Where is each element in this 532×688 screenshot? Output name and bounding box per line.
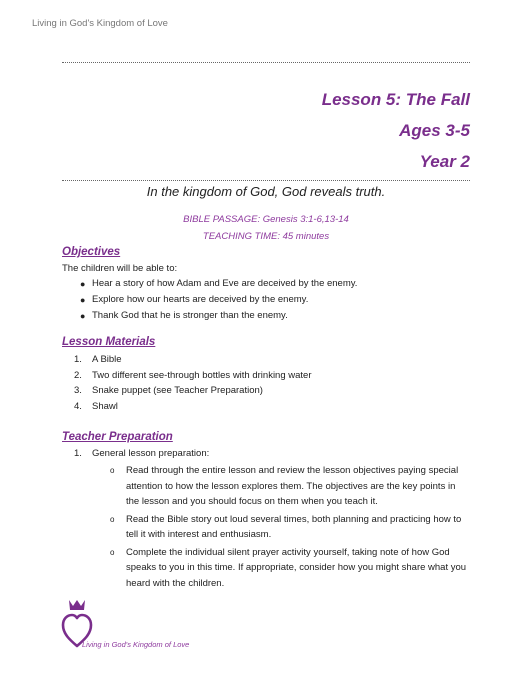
list-item: ● Thank God that he is stronger than the enemy. — [62, 308, 357, 324]
materials-heading: Lesson Materials — [62, 336, 156, 348]
objectives-heading: Objectives — [62, 246, 121, 258]
preparation-heading: Teacher Preparation — [62, 431, 173, 443]
bullet-icon: ● — [80, 311, 86, 321]
year-title: Year 2 — [419, 152, 470, 171]
tagline: In the kingdom of God, God reveals truth. — [146, 184, 386, 199]
list-item: o Read the Bible story out loud several times, both planning and practicing how to tell it with interest and enthusiasm. — [110, 513, 462, 540]
objectives-list — [62, 276, 357, 324]
list-item: 4. Shawl — [74, 400, 118, 412]
hollow-bullet-icon: o — [110, 514, 115, 524]
lesson-title: Lesson 5: The Fall — [321, 90, 470, 109]
list-item: o Complete the individual silent prayer activity yourself, taking note of how God speaks to you in this time. If appropriate, consider how you might share what you heard with the children. — [110, 546, 467, 589]
bible-passage: BIBLE PASSAGE: Genesis 3:1-6,13-14 — [183, 214, 349, 225]
materials-list — [62, 352, 312, 414]
list-item: o Read through the entire lesson and review the lesson objectives paying special attention to how the lesson explores them. The objectives are the key points in the lesson and you should focus on them when you teach it. — [110, 465, 459, 507]
bullet-icon: ● — [80, 295, 86, 305]
list-item: 3. Snake puppet (see Teacher Preparation) — [74, 385, 263, 396]
list-item: ● Hear a story of how Adam and Eve are deceived by the enemy. — [62, 276, 357, 292]
list-item: 2. Two different see-through bottles with drinking water — [74, 369, 312, 381]
hollow-bullet-icon: o — [110, 466, 115, 475]
list-item: 1. A Bible — [74, 354, 122, 365]
title-rule — [62, 180, 470, 181]
preparation-list — [62, 446, 209, 462]
bullet-icon: ● — [80, 279, 86, 289]
list-item: ● Explore how our hearts are deceived by the enemy. — [62, 292, 357, 308]
teaching-time: TEACHING TIME: 45 minutes — [202, 231, 330, 242]
list-item: 1. General lesson preparation: — [74, 448, 210, 459]
objectives-intro: The children will be able to: — [62, 263, 178, 274]
preparation-sub-list — [110, 463, 470, 593]
header-rule — [62, 62, 470, 63]
running-header: Living in God's Kingdom of Love — [32, 18, 168, 29]
footer-text: Living in God's Kingdom of Love — [82, 640, 190, 649]
ages-title: Ages 3-5 — [399, 121, 470, 140]
hollow-bullet-icon: o — [110, 547, 115, 557]
